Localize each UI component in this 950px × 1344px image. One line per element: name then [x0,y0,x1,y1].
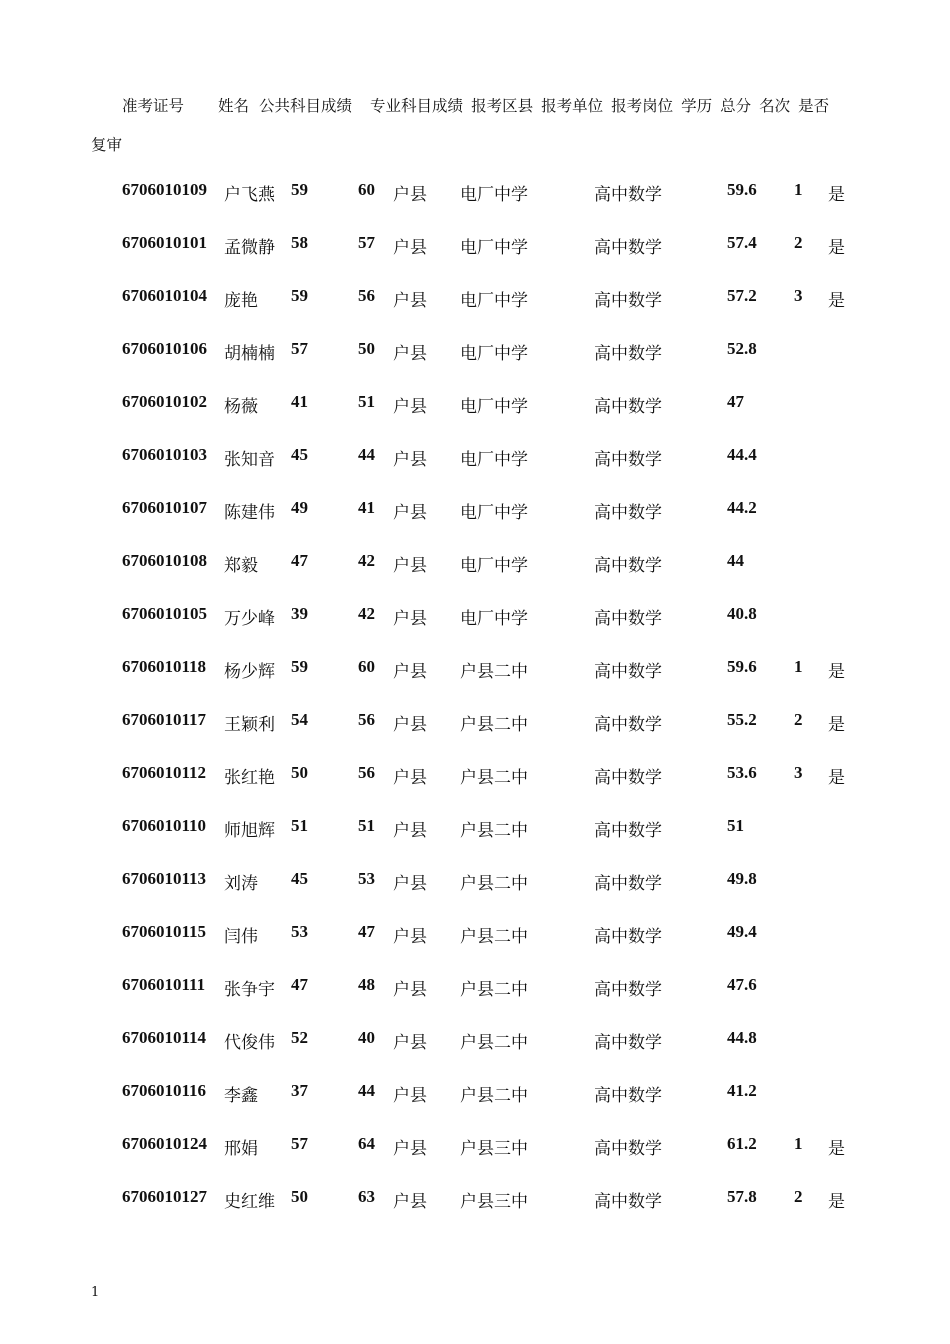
table-row [0,339,950,363]
cell-name: 户飞燕 [224,185,275,205]
cell-exam-id: 6706010111 [122,975,206,994]
cell-total: 47 [727,392,744,411]
cell-total: 51 [727,816,744,835]
cell-district: 户县 [393,662,427,682]
cell-post: 高中数学 [594,874,662,894]
cell-exam-id: 6706010107 [122,498,207,517]
cell-major-score: 60 [358,180,375,199]
header-education: 学历 [681,97,713,115]
cell-public-score: 54 [291,710,308,729]
table-row [0,763,950,787]
cell-major-score: 63 [358,1187,375,1206]
cell-exam-id: 6706010110 [122,816,207,835]
cell-public-score: 47 [291,551,308,570]
cell-unit: 户县二中 [460,1086,528,1106]
cell-public-score: 59 [291,286,308,305]
cell-total: 57.2 [727,286,757,305]
cell-public-score: 59 [291,180,308,199]
cell-district: 户县 [393,185,427,205]
table-row [0,392,950,416]
cell-review: 是 [828,185,845,205]
page-number: 1 [91,1285,100,1300]
cell-total: 57.8 [727,1187,757,1206]
cell-total: 44.4 [727,445,757,464]
cell-post: 高中数学 [594,397,662,417]
cell-district: 户县 [393,715,427,735]
cell-unit: 户县二中 [460,662,528,682]
cell-major-score: 53 [358,869,375,888]
cell-review: 是 [828,768,845,788]
cell-major-score: 48 [358,975,375,994]
cell-unit: 户县二中 [460,768,528,788]
cell-rank: 1 [794,657,803,676]
cell-total: 44 [727,551,744,570]
cell-total: 47.6 [727,975,757,994]
cell-total: 57.4 [727,233,757,252]
header-review-continued: 复审 [91,136,123,154]
table-row [0,445,950,469]
cell-total: 59.6 [727,180,757,199]
cell-exam-id: 6706010103 [122,445,207,464]
cell-post: 高中数学 [594,1139,662,1159]
cell-district: 户县 [393,1192,427,1212]
cell-exam-id: 6706010118 [122,657,207,676]
cell-name: 闫伟 [224,927,258,947]
table-row [0,551,950,575]
cell-post: 高中数学 [594,503,662,523]
cell-review: 是 [828,238,845,258]
cell-name: 郑毅 [224,556,258,576]
cell-major-score: 41 [358,498,375,517]
cell-post: 高中数学 [594,1192,662,1212]
cell-total: 44.8 [727,1028,757,1047]
cell-unit: 户县二中 [460,927,528,947]
cell-district: 户县 [393,874,427,894]
cell-public-score: 57 [291,339,308,358]
cell-major-score: 44 [358,1081,375,1100]
cell-name: 刘涛 [224,874,258,894]
cell-district: 户县 [393,450,427,470]
cell-public-score: 59 [291,657,308,676]
cell-unit: 户县二中 [460,874,528,894]
cell-public-score: 53 [291,922,308,941]
cell-major-score: 42 [358,604,375,623]
cell-name: 史红维 [224,1192,275,1212]
cell-total: 55.2 [727,710,757,729]
cell-post: 高中数学 [594,1033,662,1053]
cell-exam-id: 6706010105 [122,604,207,623]
cell-exam-id: 6706010115 [122,922,207,941]
table-row [0,1081,950,1105]
cell-post: 高中数学 [594,344,662,364]
cell-unit: 电厂中学 [460,503,528,523]
cell-unit: 户县三中 [460,1139,528,1159]
cell-post: 高中数学 [594,450,662,470]
header-review: 是否 [798,97,830,115]
cell-public-score: 39 [291,604,308,623]
cell-unit: 电厂中学 [460,238,528,258]
cell-rank: 2 [794,233,803,252]
table-row [0,1134,950,1158]
cell-total: 40.8 [727,604,757,623]
cell-district: 户县 [393,238,427,258]
cell-name: 陈建伟 [224,503,275,523]
header-exam-id: 准考证号 [122,97,185,115]
cell-name: 邢娟 [224,1139,258,1159]
cell-public-score: 51 [291,816,308,835]
cell-post: 高中数学 [594,821,662,841]
cell-post: 高中数学 [594,291,662,311]
cell-major-score: 60 [358,657,375,676]
cell-name: 张争宇 [224,980,275,1000]
table-row [0,1187,950,1211]
cell-post: 高中数学 [594,768,662,788]
cell-unit: 户县二中 [460,821,528,841]
cell-public-score: 58 [291,233,308,252]
cell-district: 户县 [393,1086,427,1106]
cell-total: 44.2 [727,498,757,517]
cell-major-score: 51 [358,816,375,835]
cell-major-score: 42 [358,551,375,570]
cell-name: 孟微静 [224,238,275,258]
cell-public-score: 45 [291,445,308,464]
cell-post: 高中数学 [594,556,662,576]
header-rank: 名次 [759,97,791,115]
cell-district: 户县 [393,397,427,417]
cell-district: 户县 [393,609,427,629]
cell-review: 是 [828,1192,845,1212]
cell-exam-id: 6706010101 [122,233,207,252]
cell-exam-id: 6706010116 [122,1081,207,1100]
cell-major-score: 47 [358,922,375,941]
cell-unit: 电厂中学 [460,556,528,576]
table-header [122,94,829,116]
cell-unit: 电厂中学 [460,397,528,417]
cell-major-score: 44 [358,445,375,464]
cell-unit: 户县二中 [460,1033,528,1053]
cell-public-score: 45 [291,869,308,888]
cell-major-score: 64 [358,1134,375,1153]
cell-district: 户县 [393,503,427,523]
cell-name: 代俊伟 [224,1033,275,1053]
cell-major-score: 50 [358,339,375,358]
cell-major-score: 56 [358,763,375,782]
table-row [0,286,950,310]
cell-unit: 户县三中 [460,1192,528,1212]
cell-rank: 3 [794,286,803,305]
table-row [0,1028,950,1052]
cell-name: 张知音 [224,450,275,470]
header-post: 报考岗位 [611,97,674,115]
cell-district: 户县 [393,291,427,311]
table-row [0,816,950,840]
cell-public-score: 41 [291,392,308,411]
cell-major-score: 51 [358,392,375,411]
cell-exam-id: 6706010113 [122,869,207,888]
cell-post: 高中数学 [594,1086,662,1106]
cell-exam-id: 6706010104 [122,286,207,305]
table-row [0,975,950,999]
header-total: 总分 [720,97,752,115]
cell-post: 高中数学 [594,185,662,205]
header-public-score: 公共科目成绩 [259,97,353,115]
cell-total: 49.4 [727,922,757,941]
cell-review: 是 [828,662,845,682]
cell-exam-id: 6706010106 [122,339,207,358]
cell-review: 是 [828,291,845,311]
table-row [0,710,950,734]
cell-unit: 电厂中学 [460,609,528,629]
cell-major-score: 40 [358,1028,375,1047]
table-row [0,922,950,946]
cell-district: 户县 [393,768,427,788]
cell-rank: 2 [794,1187,803,1206]
cell-exam-id: 6706010117 [122,710,207,729]
cell-district: 户县 [393,344,427,364]
cell-post: 高中数学 [594,662,662,682]
cell-total: 41.2 [727,1081,757,1100]
cell-district: 户县 [393,1139,427,1159]
cell-post: 高中数学 [594,980,662,1000]
cell-post: 高中数学 [594,715,662,735]
cell-major-score: 56 [358,710,375,729]
cell-name: 胡楠楠 [224,344,275,364]
table-row [0,657,950,681]
cell-exam-id: 6706010112 [122,763,207,782]
cell-district: 户县 [393,1033,427,1053]
cell-post: 高中数学 [594,238,662,258]
cell-district: 户县 [393,927,427,947]
cell-public-score: 50 [291,1187,308,1206]
table-row [0,233,950,257]
cell-unit: 电厂中学 [460,291,528,311]
cell-public-score: 57 [291,1134,308,1153]
cell-name: 庞艳 [224,291,258,311]
cell-public-score: 52 [291,1028,308,1047]
cell-post: 高中数学 [594,927,662,947]
header-name: 姓名 [218,97,250,115]
cell-public-score: 37 [291,1081,308,1100]
table-row [0,604,950,628]
cell-total: 59.6 [727,657,757,676]
cell-rank: 1 [794,1134,803,1153]
cell-unit: 电厂中学 [460,344,528,364]
table-row [0,180,950,204]
cell-name: 张红艳 [224,768,275,788]
cell-public-score: 49 [291,498,308,517]
cell-name: 王颖利 [224,715,275,735]
cell-total: 49.8 [727,869,757,888]
cell-name: 杨少辉 [224,662,275,682]
cell-unit: 电厂中学 [460,450,528,470]
cell-district: 户县 [393,980,427,1000]
table-row [0,498,950,522]
cell-name: 师旭辉 [224,821,275,841]
header-district: 报考区县 [471,97,534,115]
header-unit: 报考单位 [541,97,604,115]
cell-exam-id: 6706010109 [122,180,207,199]
cell-unit: 电厂中学 [460,185,528,205]
cell-review: 是 [828,715,845,735]
cell-exam-id: 6706010102 [122,392,207,411]
header-major-score: 专业科目成绩 [370,97,464,115]
table-row [0,869,950,893]
cell-rank: 3 [794,763,803,782]
cell-district: 户县 [393,556,427,576]
cell-rank: 1 [794,180,803,199]
cell-name: 杨薇 [224,397,258,417]
cell-post: 高中数学 [594,609,662,629]
cell-unit: 户县二中 [460,715,528,735]
cell-district: 户县 [393,821,427,841]
cell-total: 53.6 [727,763,757,782]
cell-public-score: 50 [291,763,308,782]
cell-major-score: 57 [358,233,375,252]
cell-exam-id: 6706010127 [122,1187,207,1206]
cell-unit: 户县二中 [460,980,528,1000]
cell-exam-id: 6706010108 [122,551,207,570]
cell-exam-id: 6706010114 [122,1028,207,1047]
cell-total: 61.2 [727,1134,757,1153]
cell-exam-id: 6706010124 [122,1134,207,1153]
cell-name: 万少峰 [224,609,275,629]
cell-public-score: 47 [291,975,308,994]
cell-major-score: 56 [358,286,375,305]
cell-total: 52.8 [727,339,757,358]
cell-name: 李鑫 [224,1086,258,1106]
cell-rank: 2 [794,710,803,729]
cell-review: 是 [828,1139,845,1159]
